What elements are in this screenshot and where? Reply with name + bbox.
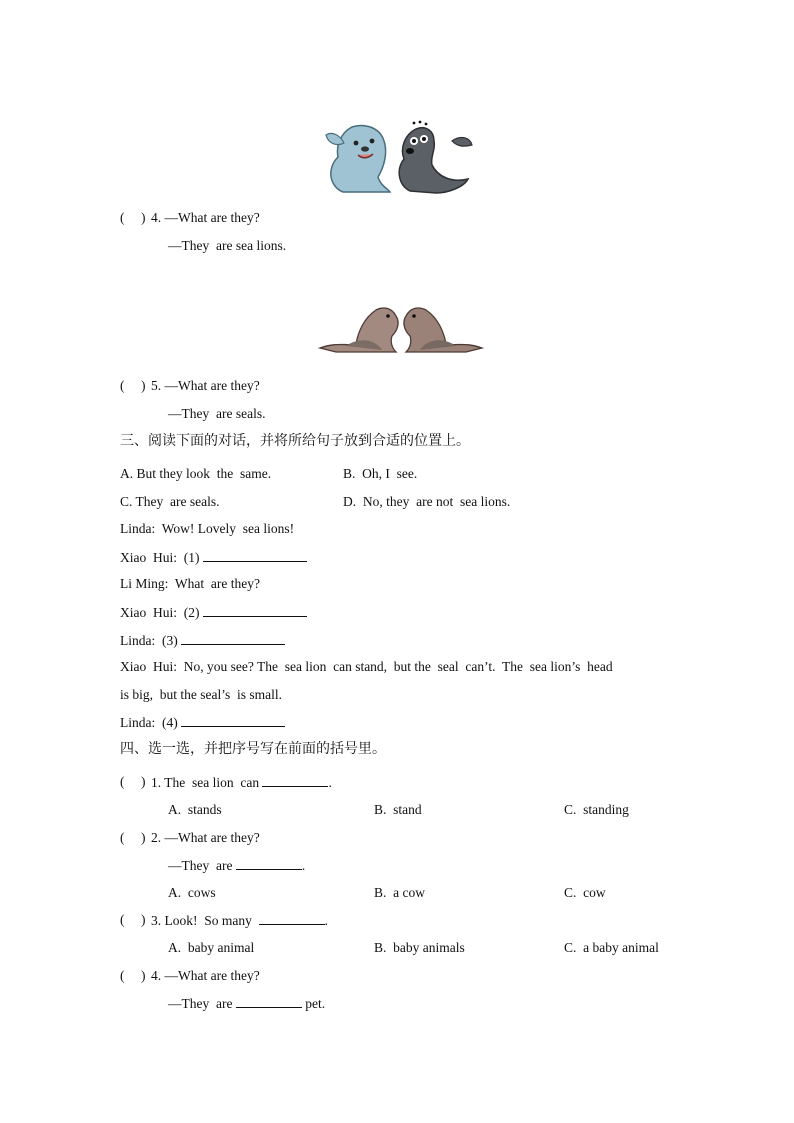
answer-blank[interactable] <box>181 631 285 645</box>
answer-paren-open: ( <box>120 378 125 393</box>
answer-blank[interactable] <box>236 856 302 870</box>
answer-4-top: —They are sea lions. <box>168 238 287 253</box>
choice-c[interactable]: C. standing <box>564 802 629 817</box>
choice-b[interactable]: B. baby animals <box>374 940 465 955</box>
section-3-heading: 三、阅读下面的对话，并将所给句子放到合适的位置上。 <box>120 433 470 449</box>
dialog-line: Xiao Hui: (2) <box>120 603 307 622</box>
section-4-heading: 四、选一选，并把序号写在前面的括号里。 <box>120 741 386 757</box>
answer-paren-open: ( <box>120 912 125 927</box>
choice-b[interactable]: B. stand <box>374 802 422 817</box>
seals-illustration <box>318 117 474 195</box>
dialog-line: Xiao Hui: No, you see? The sea lion can stand, but the seal can’t. The sea lion’s head <box>120 659 613 674</box>
sea-lions-illustration <box>316 302 486 354</box>
mc-question-1: 1. The sea lion can . <box>151 775 332 790</box>
dialog-line: Linda: Wow! Lovely sea lions! <box>120 521 295 536</box>
answer-paren-close: ) <box>141 968 146 983</box>
choice-a[interactable]: A. baby animal <box>168 940 255 955</box>
answer-blank[interactable] <box>236 994 302 1008</box>
mc-question-2: 2. —What are they? <box>151 830 260 845</box>
dialog-line: Linda: (4) <box>120 713 285 732</box>
dialog-line: Xiao Hui: (1) <box>120 548 307 567</box>
dialog-line: Linda: (3) <box>120 631 285 650</box>
answer-blank[interactable] <box>203 548 307 562</box>
question-number: 4. <box>151 210 165 225</box>
mc-question-4-answer: —They are pet. <box>168 996 326 1011</box>
dialog-line: Li Ming: What are they? <box>120 576 260 591</box>
option-a: A. But they look the same. <box>120 466 272 481</box>
answer-paren-close: ) <box>141 912 146 927</box>
answer-blank[interactable] <box>262 773 328 787</box>
option-b: B. Oh, I see. <box>343 466 418 481</box>
answer-paren-open: ( <box>120 210 125 225</box>
choice-c[interactable]: C. cow <box>564 885 606 900</box>
answer-paren-open: ( <box>120 830 125 845</box>
question-number: 5. <box>151 378 165 393</box>
answer-paren-open: ( <box>120 968 125 983</box>
option-c: C. They are seals. <box>120 494 220 509</box>
answer-blank[interactable] <box>181 713 285 727</box>
mc-question-4: 4. —What are they? <box>151 968 260 983</box>
answer-paren-open: ( <box>120 774 125 789</box>
answer-paren-close: ) <box>141 830 146 845</box>
answer-paren-close: ) <box>141 774 146 789</box>
question-4-top <box>151 209 260 227</box>
option-d: D. No, they are not sea lions. <box>343 494 511 509</box>
mc-question-3: 3. Look! So many . <box>151 913 328 928</box>
mc-question-2-answer: —They are . <box>168 858 306 873</box>
answer-blank[interactable] <box>203 603 307 617</box>
question-text: —What are they? <box>164 378 260 393</box>
choice-c[interactable]: C. a baby animal <box>564 940 659 955</box>
dialog-line: is big, but the seal’s is small. <box>120 687 282 702</box>
answer-paren-close: ) <box>141 210 146 225</box>
question-5-top <box>151 377 260 395</box>
answer-paren-close: ) <box>141 378 146 393</box>
choice-a[interactable]: A. cows <box>168 885 216 900</box>
choice-b[interactable]: B. a cow <box>374 885 425 900</box>
answer-blank[interactable] <box>259 911 325 925</box>
choice-a[interactable]: A. stands <box>168 802 222 817</box>
answer-5-top: —They are seals. <box>168 406 266 421</box>
question-text: —What are they? <box>164 210 260 225</box>
